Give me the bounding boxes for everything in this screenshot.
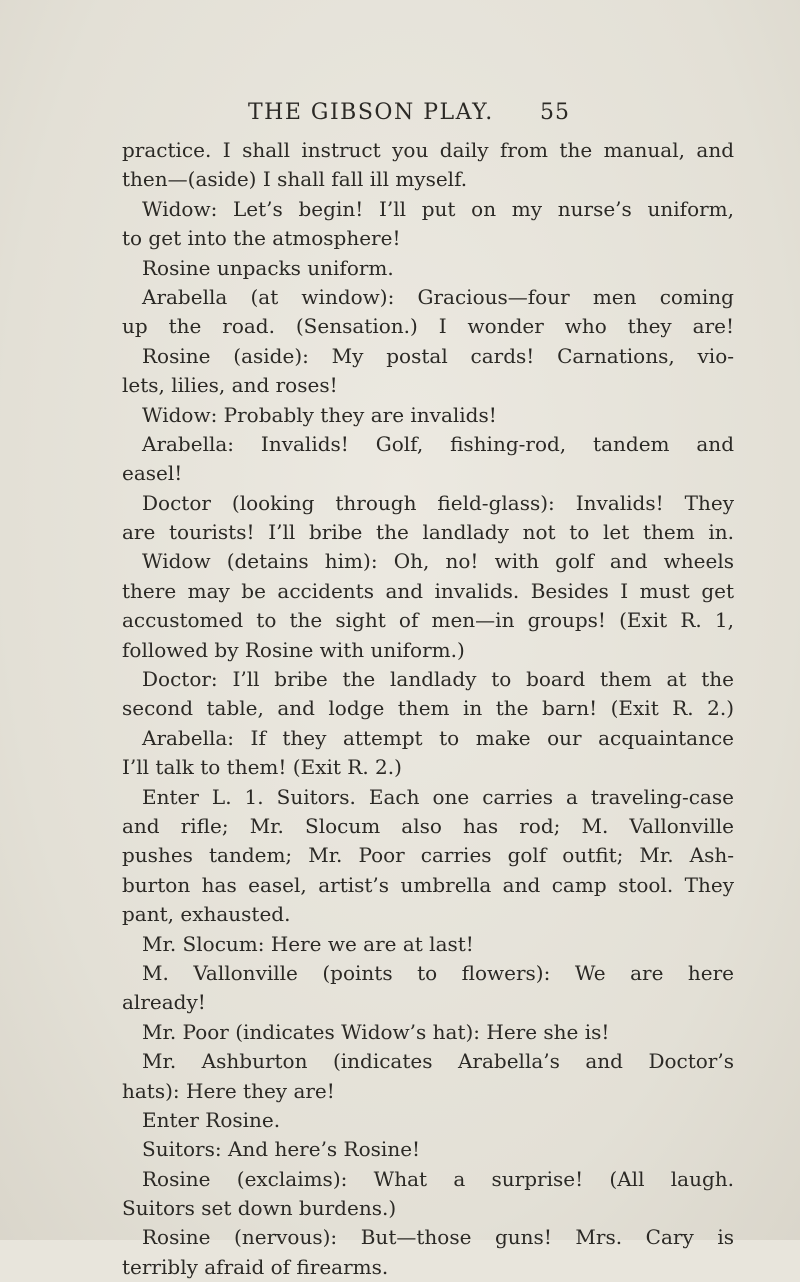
text-line: up the road. (Sensation.) I wonder who they are!	[122, 314, 734, 339]
text-line: second table, and lodge them in the barn! (Exit R. 2.)	[122, 696, 734, 721]
text-line: already!	[122, 990, 206, 1015]
text-line: then—(aside) I shall fall ill myself.	[122, 167, 468, 192]
text-line: terribly afraid of firearms.	[122, 1254, 389, 1279]
text-line: Enter L. 1. Suitors. Each one carries a traveling-case	[142, 784, 734, 809]
text-line: Rosine (exclaims): What a surprise! (All laugh.	[142, 1166, 734, 1191]
text-line: hats): Here they are!	[122, 1078, 335, 1103]
page-number: 55	[540, 100, 570, 125]
text-line: Enter Rosine.	[142, 1107, 281, 1132]
text-line: Doctor: I’ll bribe the landlady to board them at the	[142, 667, 734, 692]
text-line: there may be accidents and invalids. Besides I must get	[122, 578, 734, 603]
text-line: I’ll talk to them! (Exit R. 2.)	[122, 755, 402, 780]
text-line: M. Vallonville (points to flowers): We are here	[142, 960, 734, 985]
text-line: pant, exhausted.	[122, 902, 291, 927]
text-line: burton has easel, artist’s umbrella and camp stool. They	[122, 872, 734, 897]
text-line: Rosine (aside): My postal cards! Carnations, vio-	[142, 343, 734, 368]
text-line: Doctor (looking through field-glass): Invalids! They	[142, 490, 734, 515]
text-line: are tourists! I’ll bribe the landlady not to let them in.	[122, 520, 734, 545]
text-line: easel!	[122, 461, 183, 486]
text-line: and rifle; Mr. Slocum also has rod; M. Vallonville	[122, 813, 734, 838]
text-line: Mr. Ashburton (indicates Arabella’s and Doctor’s	[142, 1049, 734, 1074]
text-line: accustomed to the sight of men—in groups! (Exit R. 1,	[122, 608, 734, 633]
text-line: pushes tandem; Mr. Poor carries golf outfit; Mr. Ash-	[122, 843, 734, 868]
text-line: Arabella: If they attempt to make our acquaintance	[142, 725, 734, 750]
text-line: followed by Rosine with uniform.)	[122, 637, 465, 662]
text-line: lets, lilies, and roses!	[122, 373, 338, 398]
text-line: Arabella: Invalids! Golf, fishing-rod, tandem and	[142, 431, 734, 456]
text-line: Suitors: And here’s Rosine!	[142, 1137, 421, 1162]
text-line: Widow: Let’s begin! I’ll put on my nurse’s uniform,	[142, 196, 734, 221]
text-line: Mr. Slocum: Here we are at last!	[142, 931, 474, 956]
text-line: Suitors set down burdens.)	[122, 1196, 397, 1221]
running-title: THE GIBSON PLAY.	[248, 100, 494, 125]
text-line: Arabella (at window): Gracious—four men coming	[142, 284, 734, 309]
text-line: Rosine (nervous): But—those guns! Mrs. Cary is	[142, 1225, 734, 1250]
text-line: practice. I shall instruct you daily from the manual, and	[122, 138, 734, 162]
text-line: Mr. Poor (indicates Widow’s hat): Here she is!	[142, 1019, 610, 1044]
running-header	[248, 96, 570, 130]
text-line: to get into the atmosphere!	[122, 226, 401, 251]
play-text	[122, 136, 734, 1282]
text-line: Widow: Probably they are invalids!	[142, 402, 497, 427]
text-line: Widow (detains him): Oh, no! with golf and wheels	[142, 549, 734, 574]
text-line: Rosine unpacks uniform.	[142, 255, 394, 280]
